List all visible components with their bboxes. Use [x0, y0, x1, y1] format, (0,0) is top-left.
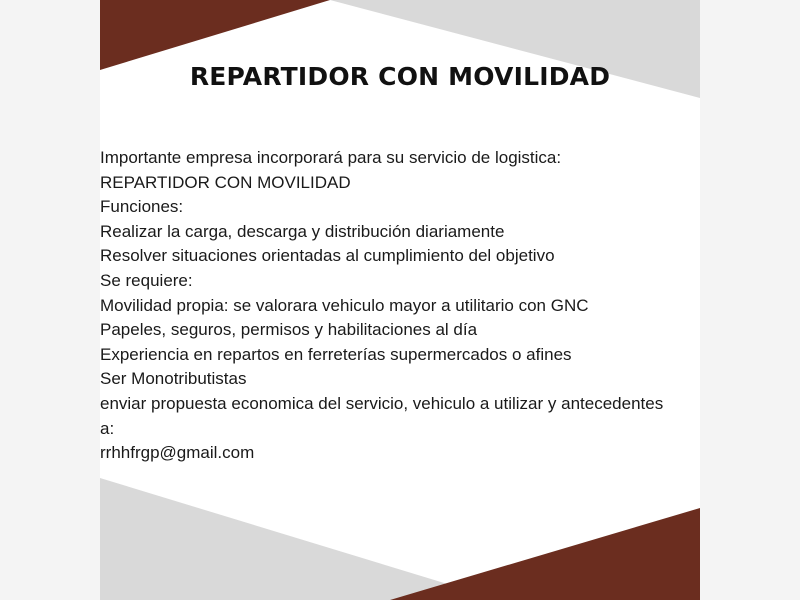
contact-email: rrhhfrgp@gmail.com: [100, 443, 255, 463]
body-line-apply-to: a:: [100, 418, 115, 438]
poster-body: [100, 146, 700, 466]
body-line-requirements-heading: Se requiere:: [100, 270, 193, 290]
right-margin: [700, 0, 800, 600]
body-line-functions-heading: Funciones:: [100, 197, 184, 217]
body-line-function-2: Resolver situaciones orientadas al cumplimiento del objetivo: [100, 246, 555, 266]
bottom-brown-shape: [390, 508, 700, 600]
body-line-position: REPARTIDOR CON MOVILIDAD: [100, 172, 351, 192]
left-margin: [0, 0, 100, 600]
job-poster: [100, 0, 700, 600]
bottom-gray-shape: [100, 478, 500, 600]
top-brown-shape: [100, 0, 330, 70]
body-line-intro: Importante empresa incorporará para su servicio de logistica:: [100, 148, 562, 167]
body-line-requirement-4: Ser Monotributistas: [100, 369, 247, 389]
body-line-function-1: Realizar la carga, descarga y distribución diariamente: [100, 221, 505, 241]
body-line-requirement-1: Movilidad propia: se valorara vehiculo mayor a utilitario con GNC: [100, 295, 589, 315]
poster-title: REPARTIDOR CON MOVILIDAD: [189, 62, 611, 91]
body-line-requirement-3: Experiencia en repartos en ferreterías supermercados o afines: [100, 344, 572, 364]
body-line-requirement-2: Papeles, seguros, permisos y habilitaciones al día: [100, 320, 478, 340]
body-line-apply-instructions: enviar propuesta economica del servicio, vehiculo a utilizar y antecedentes: [100, 393, 664, 413]
